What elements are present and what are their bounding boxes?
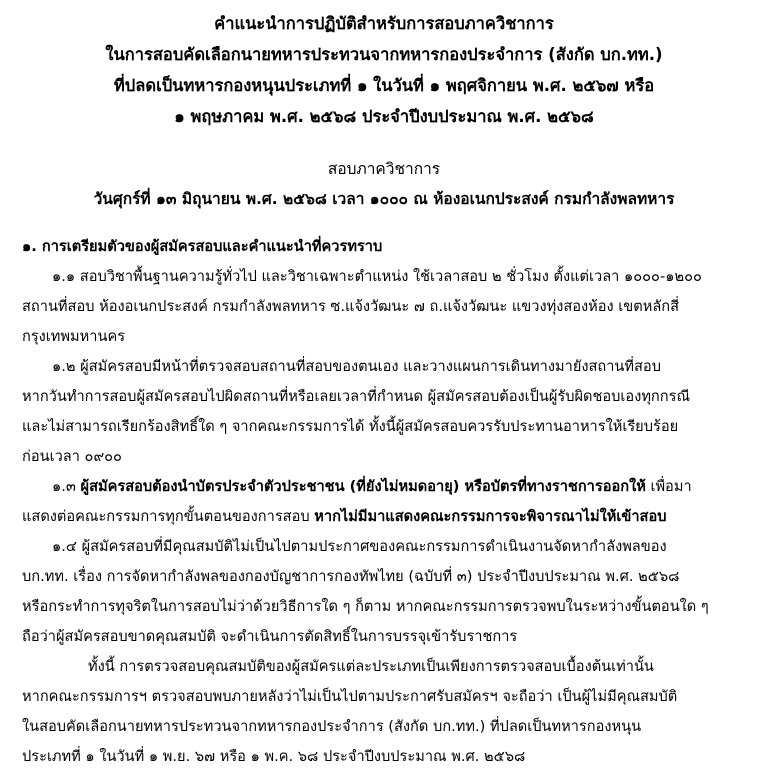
paragraph-note-line-2: หากคณะกรรมการฯ ตรวจสอบพบภายหลังว่าไม่เป็นไปตามประกาศรับสมัครฯ จะถือว่า เป็นผู้ไม่มีคุณสมบัติ [22, 688, 678, 705]
session-datetime: วันศุกร์ที่ ๑๓ มิถุนายน พ.ศ. ๒๕๖๘ เวลา ๑๐๐๐ ณ ห้องอเนกประสงค์ กรมกำลังพลทหาร [93, 190, 675, 208]
paragraph-1-1 [22, 262, 746, 352]
title-line-1: คำแนะนำการปฏิบัติสำหรับการสอบภาควิชาการ [214, 14, 554, 33]
paragraph-1-3-number: ๑.๓ [52, 478, 81, 495]
paragraph-note-line-4: ประเภทที่ ๑ ในวันที่ ๑ พ.ย. ๖๗ หรือ ๑ พ.ค. ๖๘ ประจำปีงบประมาณ พ.ศ. ๒๕๖๘ [22, 748, 526, 765]
paragraph-1-3 [22, 472, 746, 532]
paragraph-1-3-line-1 [22, 472, 746, 502]
paragraph-note [22, 652, 746, 772]
document-title [22, 8, 746, 132]
paragraph-1-4 [22, 532, 746, 652]
session-name: สอบภาควิชาการ [327, 160, 441, 178]
section-1 [22, 232, 746, 772]
paragraph-1-3-line-2 [22, 502, 746, 532]
section-1-heading: ๑. การเตรียมตัวของผู้สมัครสอบและคำแนะนำที่ควรทราบ [22, 238, 383, 255]
paragraph-1-1-line-3: กรุงเทพมหานคร [22, 328, 126, 345]
title-line-2: ในการสอบคัดเลือกนายทหารประทวนจากทหารกองประจำการ (สังกัด บก.ทท.) [105, 45, 663, 64]
id-card-requirement: ผู้สมัครสอบต้องนำบัตรประจำตัวประชาชน (ที่ยังไม่หมดอายุ) หรือบัตรที่ทางราชการออกให้ [80, 478, 646, 495]
paragraph-1-2-line-3: และไม่สามารถเรียกร้องสิทธิ์ใด ๆ จากคณะกรรมการได้ ทั้งนี้ผู้สมัครสอบควรรับประทานอาหารให้เรียบร้อย [22, 418, 679, 435]
paragraph-note-line-1: ทั้งนี้ การตรวจสอบคุณสมบัติของผู้สมัครแต่ละประเภทเป็นเพียงการตรวจสอบเบื้องต้นเท่านั้น [88, 658, 654, 675]
paragraph-1-3-line-2-plain: แสดงต่อคณะกรรมการทุกขั้นตอนของการสอบ [22, 508, 315, 525]
paragraph-note-line-3: ในสอบคัดเลือกนายทหารประทวนจากทหารกองประจำการ (สังกัด บก.ทท.) ที่ปลดเป็นทหารกองหนุน [22, 718, 642, 735]
exam-session-info [22, 154, 746, 214]
title-line-4: ๑ พฤษภาคม พ.ศ. ๒๕๖๘ ประจำปีงบประมาณ พ.ศ. ๒๕๖๘ [174, 107, 594, 126]
title-line-3: ที่ปลดเป็นทหารกองหนุนประเภทที่ ๑ ในวันที่ ๑ พฤศจิกายน พ.ศ. ๒๕๖๗ หรือ [113, 76, 655, 95]
paragraph-1-4-line-2: บก.ทท. เรื่อง การจัดหากำลังพลของกองบัญชาการกองทัพไทย (ฉบับที่ ๓) ประจำปีงบประมาณ พ.ศ. ๒๕๖๘ [22, 568, 680, 585]
paragraph-1-2 [22, 352, 746, 472]
paragraph-1-2-line-1: ๑.๒ ผู้สมัครสอบมีหน้าที่ตรวจสอบสถานที่สอบของตนเอง และวางแผนการเดินทางมายังสถานที่สอบ [52, 358, 661, 375]
paragraph-1-2-line-2: หากวันทำการสอบผู้สมัครสอบไปผิดสถานที่หรือเลยเวลาที่กำหนด ผู้สมัครสอบต้องเป็นผู้รับผิดชอบเองทุกกรณี [22, 388, 690, 405]
paragraph-1-2-line-4: ก่อนเวลา ๐๙๐๐ [22, 448, 122, 465]
paragraph-1-1-line-2: สถานที่สอบ ห้องอเนกประสงค์ กรมกำลังพลทหาร ซ.แจ้งวัฒนะ ๗ ถ.แจ้งวัฒนะ แขวงทุ่งสองห้อง เขตหลักสี่ [22, 298, 680, 315]
no-id-warning: หากไม่มีมาแสดงคณะกรรมการจะพิจารณาไม่ให้เข้าสอบ [314, 508, 667, 525]
paragraph-1-4-line-4: ถือว่าผู้สมัครสอบขาดคุณสมบัติ จะดำเนินการตัดสิทธิ์ในการบรรจุเข้ารับราชการ [22, 628, 518, 645]
paragraph-1-3-line-1-rest: เพื่อมา [645, 478, 692, 495]
paragraph-1-1-line-1: ๑.๑ สอบวิชาพื้นฐานความรู้ทั่วไป และวิชาเฉพาะตำแหน่ง ใช้เวลาสอบ ๒ ชั่วโมง ตั้งแต่เวลา ๑๐๐๐-๑๒๐๐ [52, 268, 702, 285]
paragraph-1-4-line-3: หรือกระทำการทุจริตในการสอบไม่ว่าด้วยวิธีการใด ๆ ก็ตาม หากคณะกรรมการตรวจพบในระหว่างขั้นตอนใด ๆ [22, 598, 709, 615]
paragraph-1-4-line-1: ๑.๔ ผู้สมัครสอบที่มีคุณสมบัติไม่เป็นไปตามประกาศของคณะกรรมการดำเนินงานจัดหากำลังพลของ [52, 538, 667, 555]
